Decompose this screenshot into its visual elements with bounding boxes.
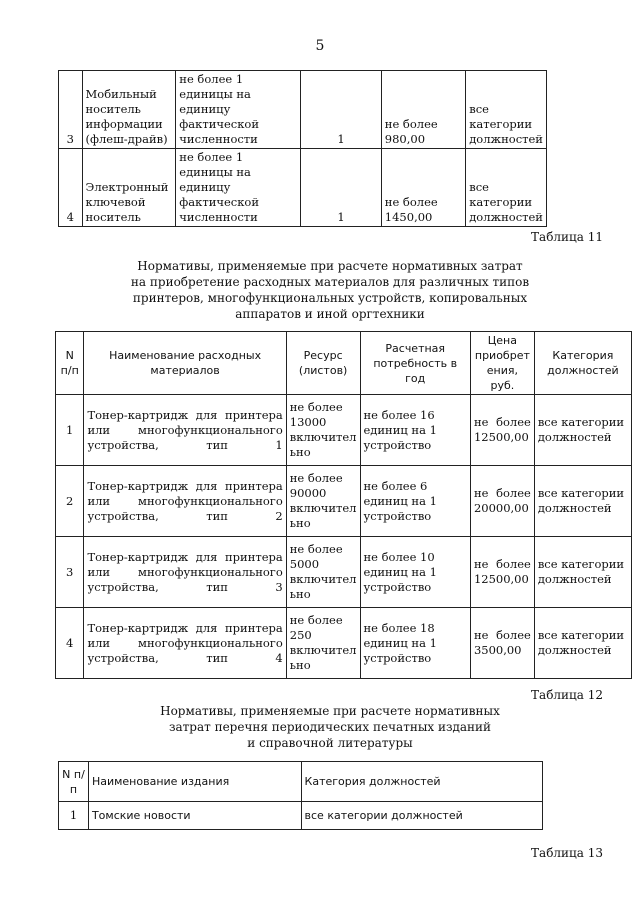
title-line: затрат перечня периодических печатных изданий <box>168 720 492 734</box>
title-line: Нормативы, применяемые при расчете нормативных <box>160 704 500 718</box>
row-number: 3 <box>59 71 83 149</box>
header-num: N п/п <box>56 332 84 395</box>
item-need: не более 18 единиц на 1 устройство <box>360 608 470 679</box>
table-row <box>56 395 632 466</box>
table-11-title <box>90 258 570 322</box>
item-category: все категории должностей <box>534 537 631 608</box>
item-category: все категории должностей <box>534 395 631 466</box>
table-13-label: Таблица 13 <box>531 846 603 860</box>
price-value: 12500,00 <box>473 430 529 444</box>
item-name: Томские новости <box>88 802 301 830</box>
item-name: Тонер-картридж для принтера или многофункционального устройства, тип 1 <box>84 395 286 466</box>
table-row <box>56 466 632 537</box>
price-word: более <box>496 415 531 429</box>
item-need: не более 6 единиц на 1 устройство <box>360 466 470 537</box>
header-name: Наименование издания <box>88 762 301 802</box>
title-line: аппаратов и иной оргтехники <box>235 307 425 321</box>
price-word: не <box>473 557 489 571</box>
row-number: 4 <box>59 149 83 227</box>
item-resource: не более 250 включител ьно <box>286 608 360 679</box>
item-price: не более 1450,00 <box>381 149 465 227</box>
price-word: более <box>496 628 531 642</box>
header-num: N п/п <box>59 762 89 802</box>
table-header-row <box>59 762 543 802</box>
item-category: все категории должностей <box>534 466 631 537</box>
item-name: Тонер-картридж для принтера или многофункционального устройства, тип 2 <box>84 466 286 537</box>
price-word: не <box>473 628 489 642</box>
row-number: 1 <box>56 395 84 466</box>
price-word: более <box>496 486 531 500</box>
title-line: и справочной литературы <box>247 736 413 750</box>
item-need: не более 16 единиц на 1 устройство <box>360 395 470 466</box>
price-value: 12500,00 <box>473 572 529 586</box>
table-12-title <box>120 703 540 751</box>
item-price <box>470 466 534 537</box>
price-word: не <box>473 415 489 429</box>
table-header-row <box>56 332 632 395</box>
table-row <box>59 71 547 149</box>
row-number: 2 <box>56 466 84 537</box>
table-12-label: Таблица 12 <box>531 688 603 702</box>
page-number: 5 <box>315 38 325 54</box>
item-need: не более 10 единиц на 1 устройство <box>360 537 470 608</box>
table-row <box>56 608 632 679</box>
header-resource: Ресурс (листов) <box>286 332 360 395</box>
table-row <box>56 537 632 608</box>
item-price <box>470 537 534 608</box>
header-name: Наименование расходных материалов <box>84 332 286 395</box>
header-category: Категория должностей <box>534 332 631 395</box>
item-category: все категории должностей <box>466 71 547 149</box>
item-name: Тонер-картридж для принтера или многофункционального устройства, тип 4 <box>84 608 286 679</box>
price-value: 3500,00 <box>473 643 522 657</box>
table-11 <box>55 331 632 679</box>
item-norm: не более 1 единицы на единицу фактической численности <box>176 149 301 227</box>
price-word: не <box>473 486 489 500</box>
price-word: более <box>496 557 531 571</box>
row-number: 1 <box>59 802 89 830</box>
table-10 <box>58 70 547 227</box>
item-price <box>470 608 534 679</box>
item-name: Электронный ключевой носитель <box>82 149 176 227</box>
table-row <box>59 149 547 227</box>
header-category: Категория должностей <box>301 762 542 802</box>
item-resource: не более 13000 включител ьно <box>286 395 360 466</box>
price-value: 20000,00 <box>473 501 529 515</box>
item-resource: не более 90000 включител ьно <box>286 466 360 537</box>
title-line: на приобретение расходных материалов для различных типов <box>130 275 530 289</box>
table-12 <box>58 761 543 830</box>
item-category: все категории должностей <box>466 149 547 227</box>
item-resource: не более 5000 включител ьно <box>286 537 360 608</box>
item-category: все категории должностей <box>301 802 542 830</box>
item-price: не более 980,00 <box>381 71 465 149</box>
item-category: все категории должностей <box>534 608 631 679</box>
title-line: Нормативы, применяемые при расчете нормативных затрат <box>137 259 523 273</box>
header-need: Расчетная потребность в год <box>360 332 470 395</box>
item-name: Мобильный носитель информации (флеш-драйв) <box>82 71 176 149</box>
item-name: Тонер-картридж для принтера или многофункционального устройства, тип 3 <box>84 537 286 608</box>
table-11-label: Таблица 11 <box>531 230 603 244</box>
table-row <box>59 802 543 830</box>
item-quantity: 1 <box>301 149 382 227</box>
item-price <box>470 395 534 466</box>
row-number: 3 <box>56 537 84 608</box>
header-price: Цена приобрет ения, руб. <box>470 332 534 395</box>
row-number: 4 <box>56 608 84 679</box>
item-norm: не более 1 единицы на единицу фактической численности <box>176 71 301 149</box>
item-quantity: 1 <box>301 71 382 149</box>
title-line: принтеров, многофункциональных устройств, копировальных <box>132 291 528 305</box>
